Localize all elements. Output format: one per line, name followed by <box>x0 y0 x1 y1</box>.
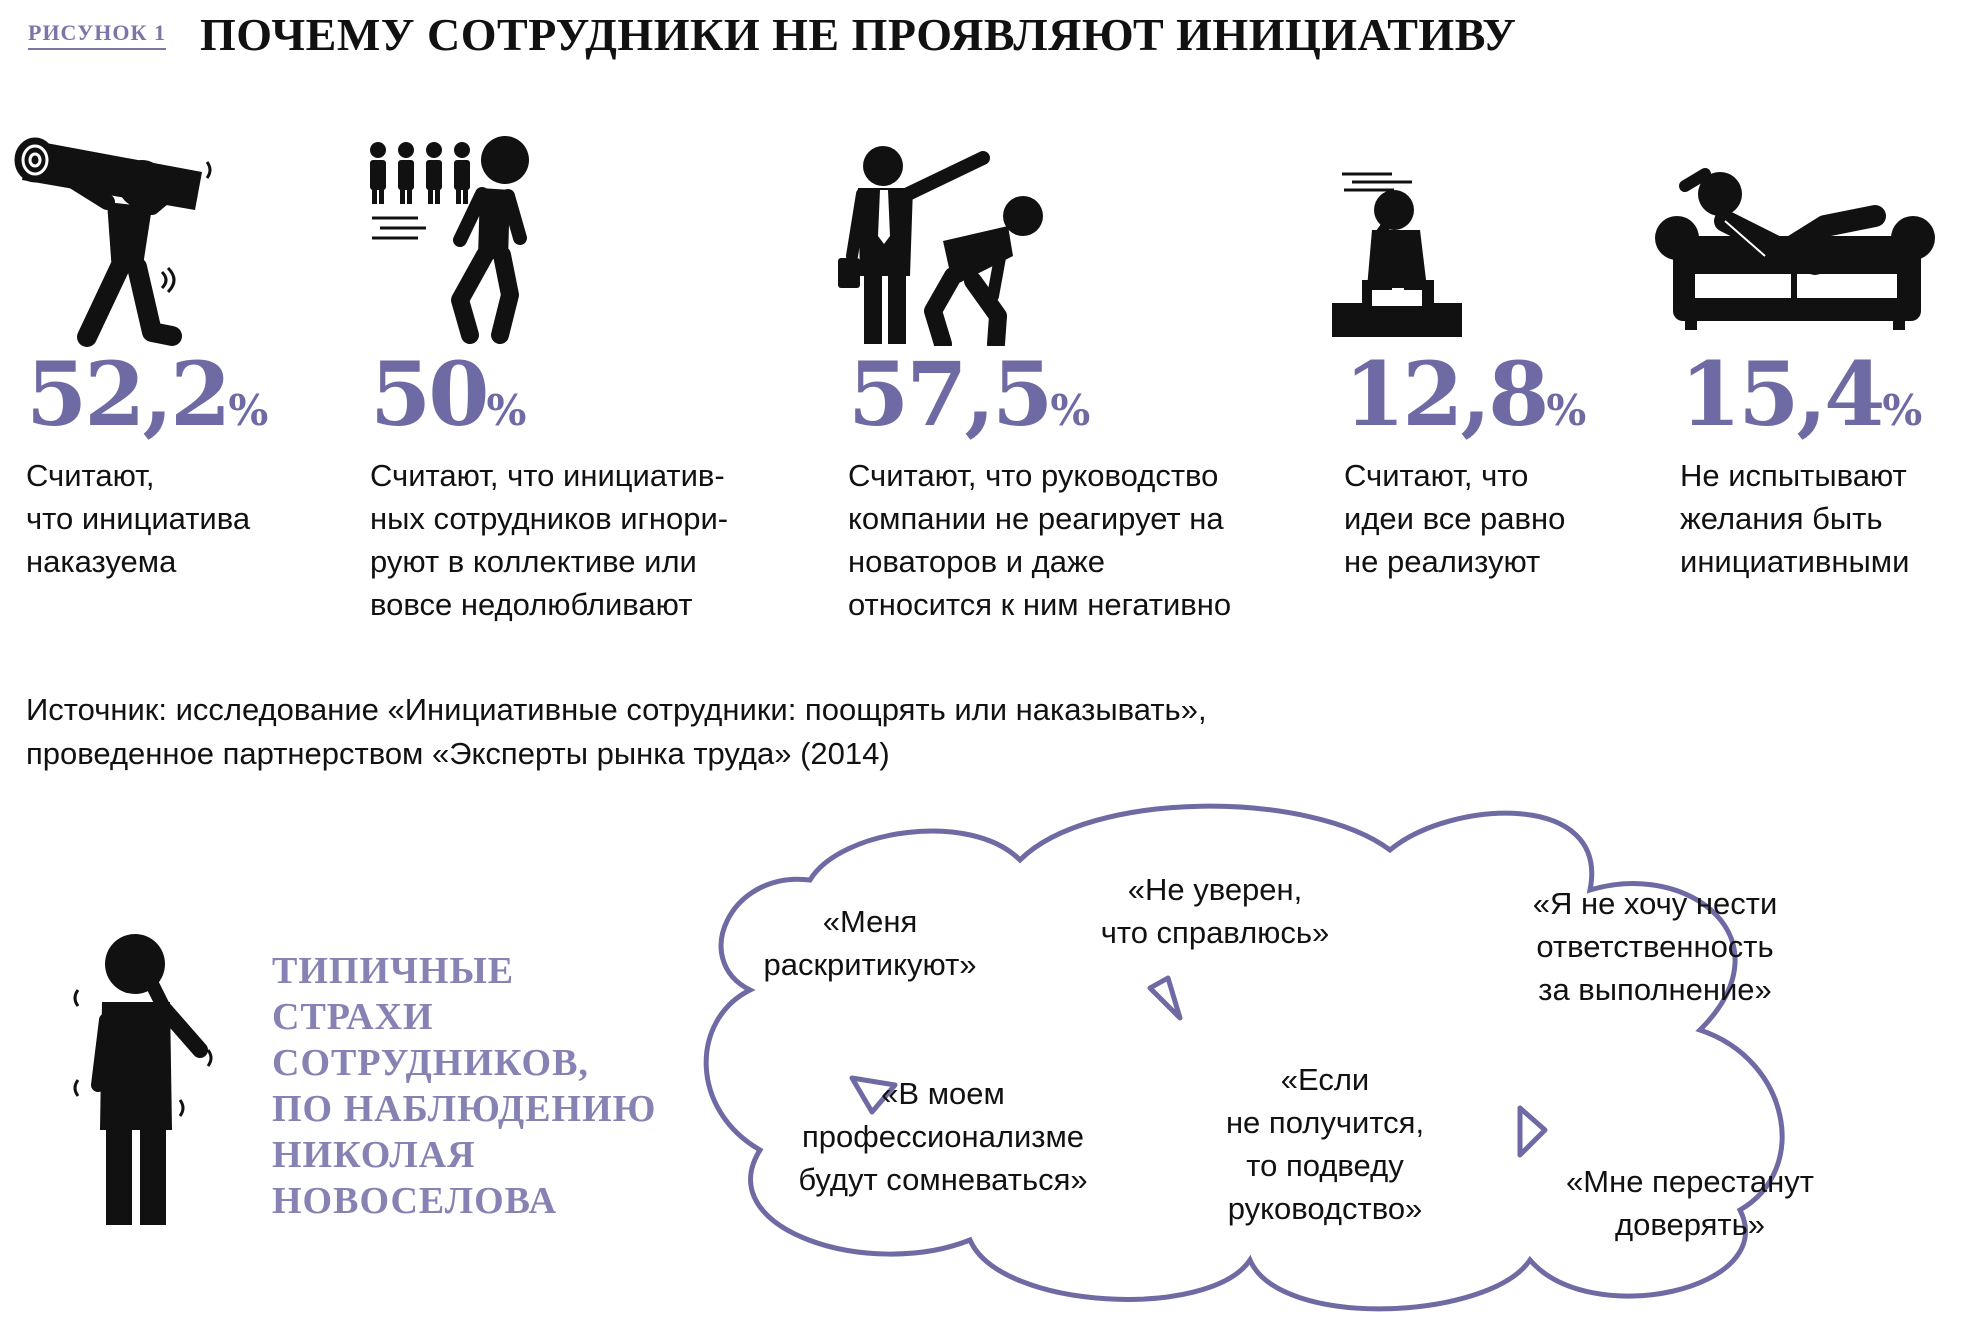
stat-description-2: Считают, что инициатив- ных сотрудников игнори- руют в коллективе или вовсе недолюбливают <box>370 458 729 622</box>
cloud-arrow-3 <box>1520 1108 1545 1155</box>
fear-item-2: «Не уверен, что справлюсь» <box>1100 872 1330 950</box>
figure-label: РИСУНОК 1 <box>28 20 166 50</box>
stat-value-4: 12,8% <box>1344 342 1587 446</box>
stat-description-1: Считают, что инициатива наказуема <box>26 458 251 579</box>
stat-value-1: 52,2% <box>26 342 269 446</box>
stat-description-4: Считают, что идеи все равно не реализуют <box>1344 458 1566 579</box>
boss-pointing-icon <box>838 146 1048 346</box>
lying-couch-icon <box>1655 166 1935 336</box>
cloud-arrow-1 <box>1150 978 1180 1018</box>
sad-sitting-icon <box>1332 168 1462 340</box>
stat-value-5: 15,4% <box>1680 342 1923 446</box>
worried-person-icon <box>70 930 220 1230</box>
stat-value-2: 50% <box>370 342 527 446</box>
page-title: ПОЧЕМУ СОТРУДНИКИ НЕ ПРОЯВЛЯЮТ ИНИЦИАТИВУ <box>200 9 1517 60</box>
stat-value-3: 57,5% <box>848 342 1091 446</box>
fear-item-3: «Я не хочу нести ответственность за выполнение» <box>1532 886 1778 1007</box>
stat-column-2 <box>370 342 729 626</box>
stat-description-5: Не испытывают желания быть инициативными <box>1680 458 1910 579</box>
stat-column-5 <box>1680 342 1923 583</box>
stat-column-4 <box>1344 342 1587 583</box>
fear-item-1: «Меня раскритикуют» <box>763 904 977 982</box>
ignored-walker-icon <box>360 130 540 345</box>
stat-description-3: Считают, что руководство компании не реагирует на новаторов и даже относится к ним негативно <box>848 458 1232 622</box>
fear-item-5: «Если не получится, то подведу руководство» <box>1225 1062 1425 1226</box>
source-note: Источник: исследование «Инициативные сотрудники: поощрять или наказывать», проведенное партнерством «Эксперты рынка труда» (2014) <box>26 692 1207 771</box>
log-carrier-icon <box>12 122 222 347</box>
stat-column-1 <box>26 342 269 583</box>
fears-heading: ТИПИЧНЫЕ СТРАХИ СОТРУДНИКОВ, ПО НАБЛЮДЕНИЮ НИКОЛАЯ НОВОСЕЛОВА <box>272 950 657 1222</box>
fear-item-4: «В моем профессионализме будут сомневаться» <box>798 1076 1088 1197</box>
fear-item-6: «Мне перестанут доверять» <box>1566 1164 1814 1242</box>
stat-column-3 <box>848 342 1232 626</box>
